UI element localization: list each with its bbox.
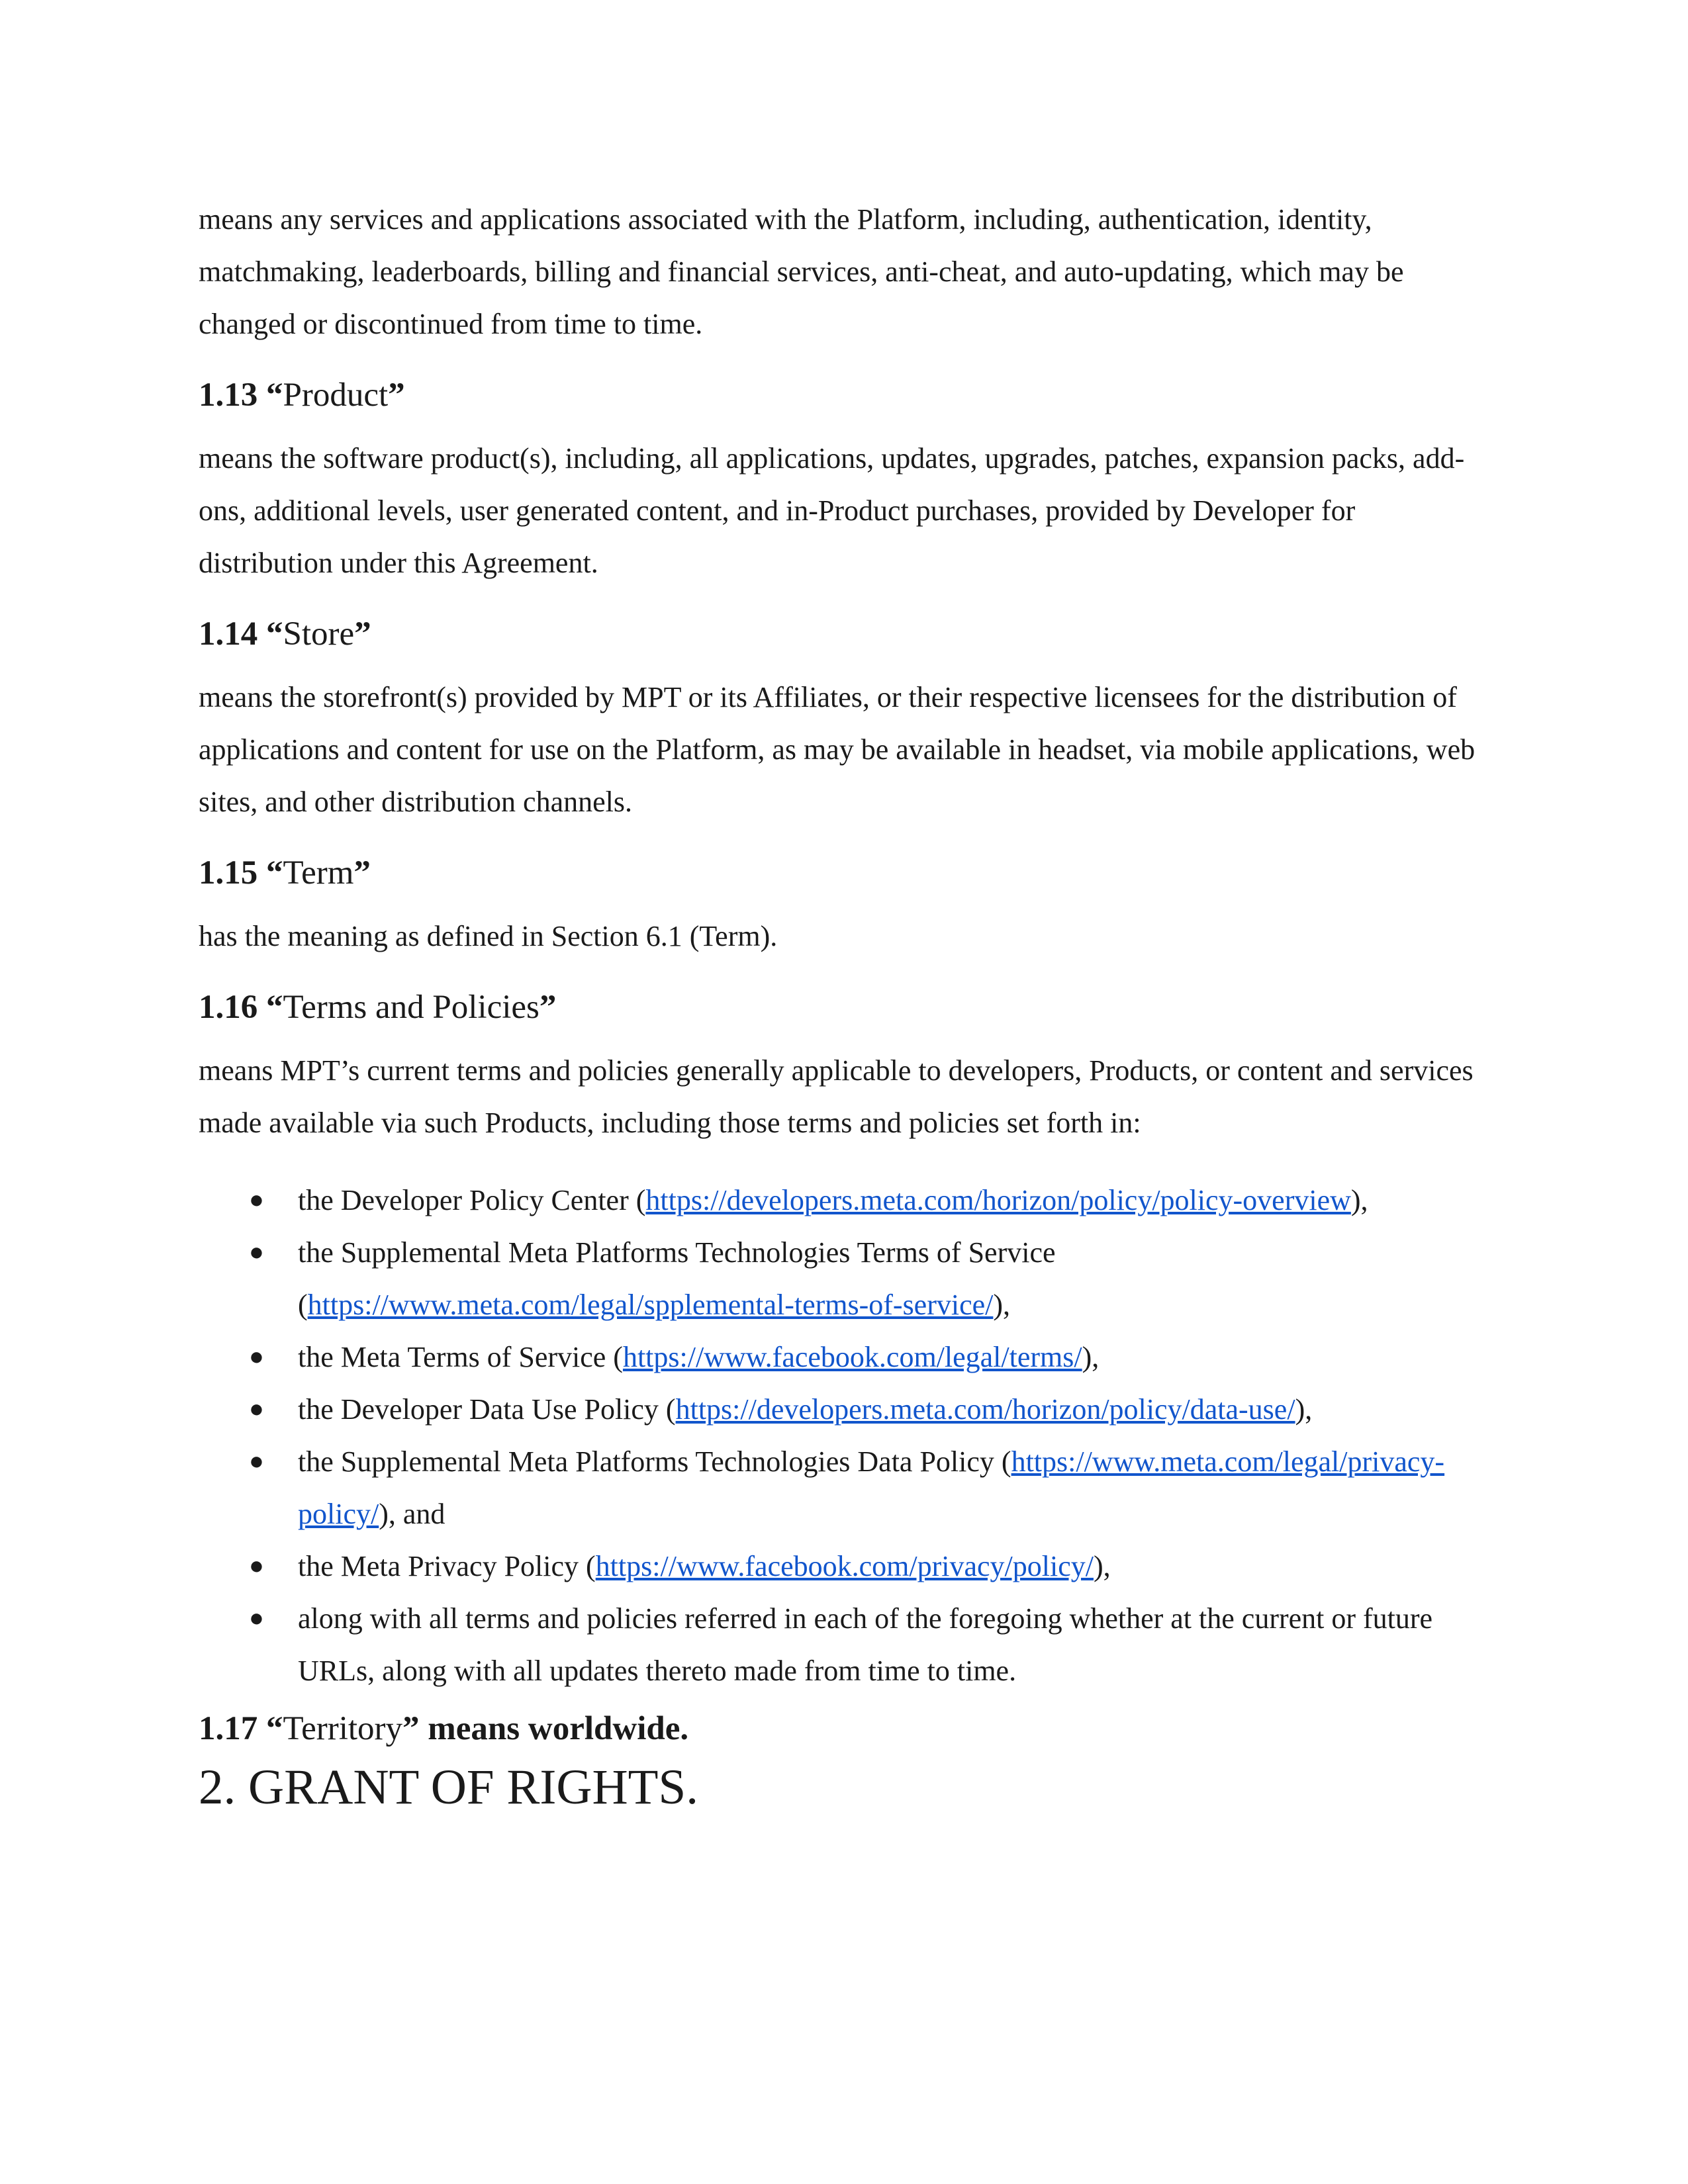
bullet-icon: ● xyxy=(249,1604,264,1632)
list-item-suffix: ), xyxy=(1082,1341,1100,1373)
bullet-icon: ● xyxy=(249,1447,264,1475)
close-quote: ” xyxy=(353,854,371,891)
list-item xyxy=(199,1331,1496,1383)
meta-terms-link[interactable]: https://www.facebook.com/legal/terms/ xyxy=(622,1341,1082,1373)
list-item xyxy=(199,1592,1496,1697)
section-heading-1-16 xyxy=(199,985,1496,1030)
close-quote: ” xyxy=(539,989,557,1026)
section-term: Territory xyxy=(283,1710,403,1747)
list-item-text: the Developer Policy Center ( xyxy=(298,1184,646,1216)
data-use-policy-link[interactable]: https://developers.meta.com/horizon/policy/data-use/ xyxy=(675,1393,1295,1426)
list-item-suffix: ), xyxy=(1350,1184,1368,1216)
grant-of-rights-heading: 2. GRANT OF RIGHTS. xyxy=(199,1760,698,1815)
section-number: 1.15 xyxy=(199,854,258,891)
list-item-suffix: ), xyxy=(1093,1550,1111,1582)
list-item-text: the Supplemental Meta Platforms Technologies Data Policy ( xyxy=(298,1445,1011,1478)
close-quote: ” xyxy=(354,615,371,653)
bullet-icon: ● xyxy=(249,1186,264,1214)
section-heading-1-14 xyxy=(199,612,1496,657)
bullet-icon: ● xyxy=(249,1552,264,1580)
list-item xyxy=(199,1383,1496,1435)
section-heading-1-15 xyxy=(199,850,1496,895)
list-item xyxy=(199,1435,1496,1540)
section-term: Store xyxy=(283,615,355,653)
list-item-text: the Supplemental Meta Platforms Technologies Terms of Service ( xyxy=(298,1236,1056,1321)
list-item-text: the Developer Data Use Policy ( xyxy=(298,1393,676,1426)
open-quote: “ xyxy=(266,989,283,1026)
list-item xyxy=(199,1226,1496,1331)
bullet-icon: ● xyxy=(249,1395,264,1423)
list-item xyxy=(199,1540,1496,1592)
document-body xyxy=(199,193,1496,1817)
open-quote: “ xyxy=(266,377,283,414)
section-definition: means worldwide. xyxy=(419,1710,689,1747)
section-term: Term xyxy=(283,854,354,891)
list-item-text: the Meta Privacy Policy ( xyxy=(298,1550,596,1582)
section-body-1-14: means the storefront(s) provided by MPT or its Affiliates, or their respective licensees for the distribution of applications and content for use on the Platform, as may be available in headset, via mobile applications, web sites, and other distribution channels. xyxy=(199,681,1476,818)
section-number: 1.17 xyxy=(199,1710,258,1747)
list-item-suffix: ), and xyxy=(379,1498,445,1530)
open-quote: “ xyxy=(266,615,283,653)
close-quote: ” xyxy=(388,377,405,414)
section-body-1-16: means MPT’s current terms and policies generally applicable to developers, Products, or content and services made available via such Products, including those terms and policies set forth in: xyxy=(199,1054,1474,1139)
policies-list xyxy=(199,1174,1496,1697)
section-term: Product xyxy=(283,377,389,414)
list-item xyxy=(199,1174,1496,1226)
section-body-1-15: has the meaning as defined in Section 6.1 (Term). xyxy=(199,920,778,952)
section-heading-1-13 xyxy=(199,373,1496,418)
close-quote: ” xyxy=(402,1710,420,1747)
supplemental-data-policy-link[interactable]: https://www.meta.com/legal/privacy-policy/ xyxy=(298,1445,1445,1530)
list-item-suffix: ), xyxy=(993,1289,1011,1321)
list-item-text: the Meta Terms of Service ( xyxy=(298,1341,623,1373)
section-heading-1-17 xyxy=(199,1706,1496,1751)
meta-privacy-policy-link[interactable]: https://www.facebook.com/privacy/policy/ xyxy=(595,1550,1094,1582)
open-quote: “ xyxy=(266,854,283,891)
list-item-suffix: ), xyxy=(1295,1393,1313,1426)
section-number: 1.16 xyxy=(199,989,258,1026)
bullet-icon: ● xyxy=(249,1238,264,1266)
section-term: Terms and Policies xyxy=(283,989,539,1026)
supplemental-terms-link[interactable]: https://www.meta.com/legal/spplemental-terms-of-service/ xyxy=(307,1289,994,1321)
developer-policy-center-link[interactable]: https://developers.meta.com/horizon/policy/policy-overview xyxy=(645,1184,1351,1216)
bullet-icon: ● xyxy=(249,1343,264,1371)
intro-paragraph: means any services and applications associated with the Platform, including, authentication, identity, matchmaking, leaderboards, billing and financial services, anti-cheat, and auto-updating, which may be changed or discontinued from time to time. xyxy=(199,203,1404,340)
open-quote: “ xyxy=(266,1710,283,1747)
list-item-text: along with all terms and policies referred in each of the foregoing whether at the current or future URLs, along with all updates thereto made from time to time. xyxy=(298,1602,1433,1687)
section-number: 1.14 xyxy=(199,615,258,653)
section-body-1-13: means the software product(s), including, all applications, updates, upgrades, patches, expansion packs, add-ons, additional levels, user generated content, and in-Product purchases, provided by Developer for distribution under this Agreement. xyxy=(199,442,1465,579)
section-number: 1.13 xyxy=(199,377,258,414)
